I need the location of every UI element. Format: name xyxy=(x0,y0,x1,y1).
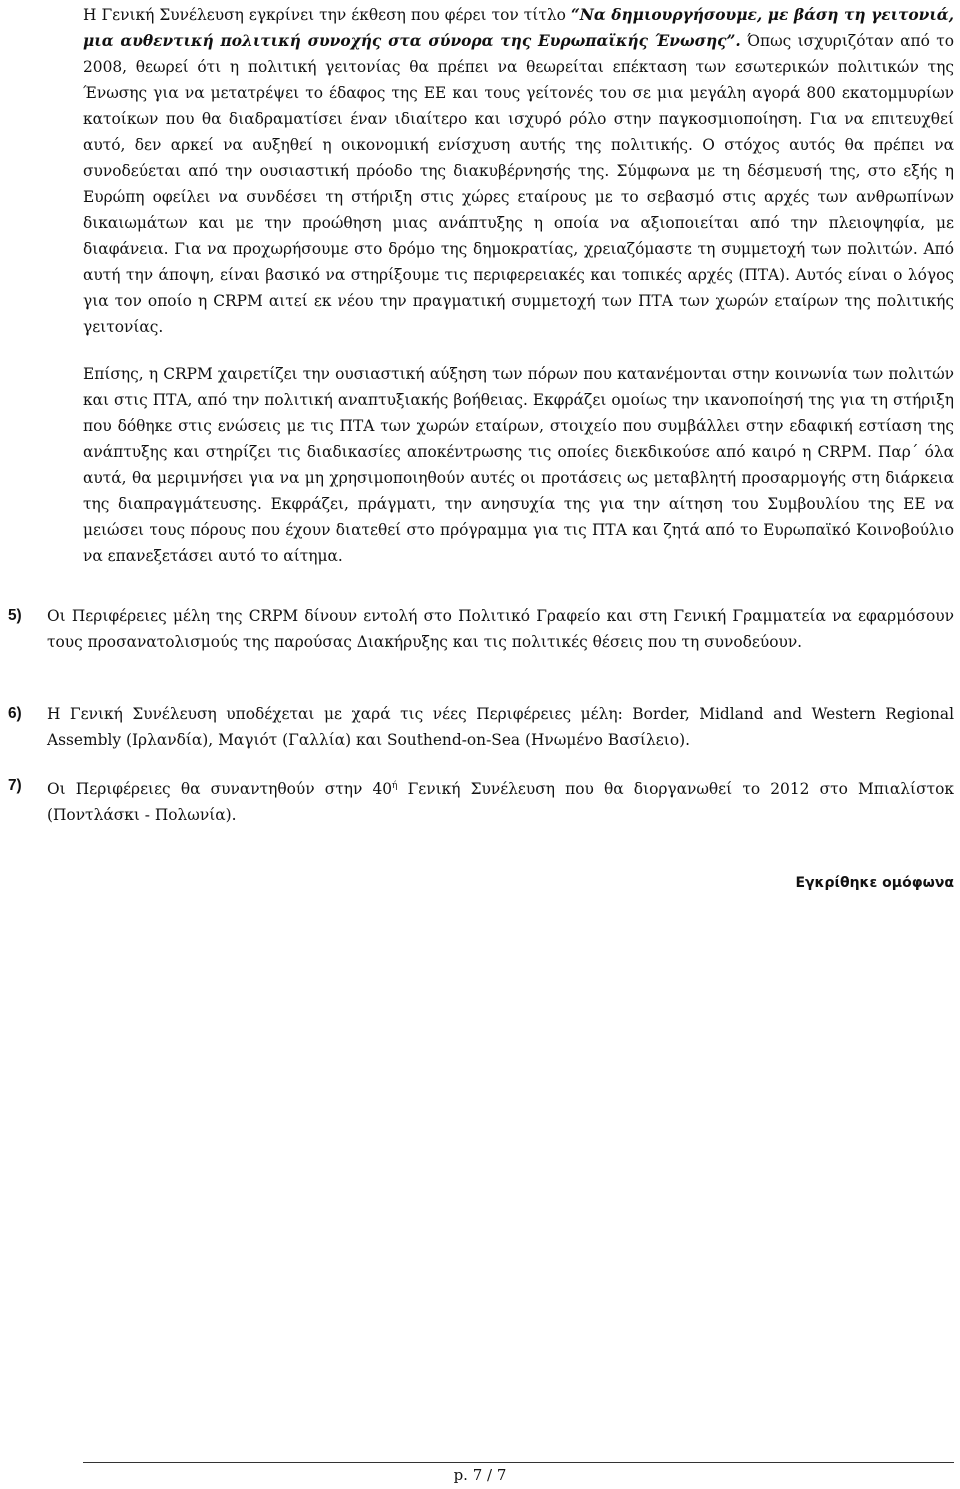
item-text: Οι Περιφέρειες μέλη της CRPM δίνουν εντολή στο Πολιτικό Γραφείο και στη Γενική Γραμματεία να εφαρμόσουν τους προσανατολισμούς της παρούσας Διακήρυξης και τις πολιτικές θέσεις που τη συνοδεύουν. xyxy=(47,607,954,651)
paragraph-text: Όπως ισχυριζόταν από το 2008, θεωρεί ότι η πολιτική γειτονίας θα πρέπει να θεωρείται επέκταση των εσωτερικών πολιτικών της Ένωσης για να μετατρέψει το έδαφος της ΕΕ και τους γείτονές του σε μια μεγάλη αγορά 800 εκατομμυρίων κατοίκων που θα διαδραματίσει έναν ιδιαίτερο και ισχυρό ρόλο στην παγκοσμιοποίηση. Για να επιτευχθεί αυτό, δεν αρκεί να αυξηθεί η οικονομική ενίσχυση αυτής της πολιτικής. Ο στόχος αυτός θα πρέπει να συνοδεύεται από την ουσιαστική πρόοδο της διακυβέρνησής της. Σύμφωνα με τη δέσμευσή της, στο εξής η Ευρώπη οφείλει να συνδέσει τη στήριξη στις χώρες εταίρους με το σεβασμό στις αρχές των ανθρωπίνων δικαιωμάτων και με την προώθηση μιας ανάπτυξης η οποία να αξιοποιείται από την πλειοψηφία, με διαφάνεια. Για να προχωρήσουμε στο δρόμο της δημοκρατίας, χρειαζόμαστε τη συμμετοχή των πολιτών. Από αυτή την άποψη, είναι βασικό να στηρίξουμε τις περιφερειακές και τοπικές αρχές (ΠΤΑ). Αυτός είναι ο λόγος για τον οποίο η CRPM αιτεί εκ νέου την πραγματική συμμετοχή των ΠΤΑ των χωρών εταίρων της πολιτικής γειτονίας. xyxy=(83,32,954,336)
report-title: “Να δημιουργήσουμε, με βάση τη γειτονιά, μια αυθεντική πολιτική συνοχής στα σύνορα της Ευρωπαϊκής Ένωσης”. xyxy=(83,6,954,50)
page-number: p. 7 / 7 xyxy=(453,1466,507,1484)
ordinal-suffix: ή xyxy=(392,781,398,791)
paragraph-neighbourhood-policy xyxy=(83,2,954,340)
item-number: 6) xyxy=(8,705,22,722)
item-number: 7) xyxy=(8,777,22,794)
item-text-part: Οι Περιφέρειες θα συναντηθούν στην 40 xyxy=(47,780,393,799)
item-number: 5) xyxy=(8,607,22,624)
paragraph-text: Η Γενική Συνέλευση εγκρίνει την έκθεση που φέρει τον τίτλο xyxy=(83,6,571,24)
approval-note: Εγκρίθηκε ομόφωνα xyxy=(795,875,954,891)
item-text: Η Γενική Συνέλευση υποδέχεται με χαρά τις νέες Περιφέρειες μέλη: Border, Midland and Western Regional Assembly (Ιρλανδία), Μαγιότ (Γαλλία) και Southend-on-Sea (Ηνωμένο Βασίλειο). xyxy=(47,705,954,749)
paragraph-development-aid: Επίσης, η CRPM χαιρετίζει την ουσιαστική αύξηση των πόρων που κατανέμονται στην κοινωνία των πολιτών και στις ΠΤΑ, από την πολιτική αναπτυξιακής βοήθειας. Εκφράζει ομοίως την ικανοποίησή της για τη στήριξη που δόθηκε στις ενώσεις με τις ΠΤΑ των χωρών εταίρων, στοιχείο που συμβάλλει στην εδαφική εστίαση της ανάπτυξης και στηρίζει τις διαδικασίες αποκέντρωσης τις οποίες διεκδικούσε από καιρό η CRPM. Παρ΄ όλα αυτά, θα μεριμνήσει για να μη χρησιμοποιηθούν αυτές οι προτάσεις ως μεταβλητή προσαρμογής στη διάρκεια της διαπραγμάτευσης. Εκφράζει, πράγματι, την ανησυχία της για την αίτηση του Συμβουλίου της ΕΕ να μειώσει τους πόρους που έχουν διατεθεί στο πρόγραμμα για τις ΠΤΑ και ζητά από το Ευρωπαϊκό Κοινοβούλιο να επανεξετάσει αυτό το αίτημα. xyxy=(83,365,954,565)
item-text-part: Γενική Συνέλευση που θα διοργανωθεί το 2012 στο Μπιαλίστοκ (Ποντλάσκι - Πολωνία). xyxy=(47,780,954,825)
footer-divider xyxy=(83,1462,954,1463)
item-text xyxy=(47,773,954,828)
